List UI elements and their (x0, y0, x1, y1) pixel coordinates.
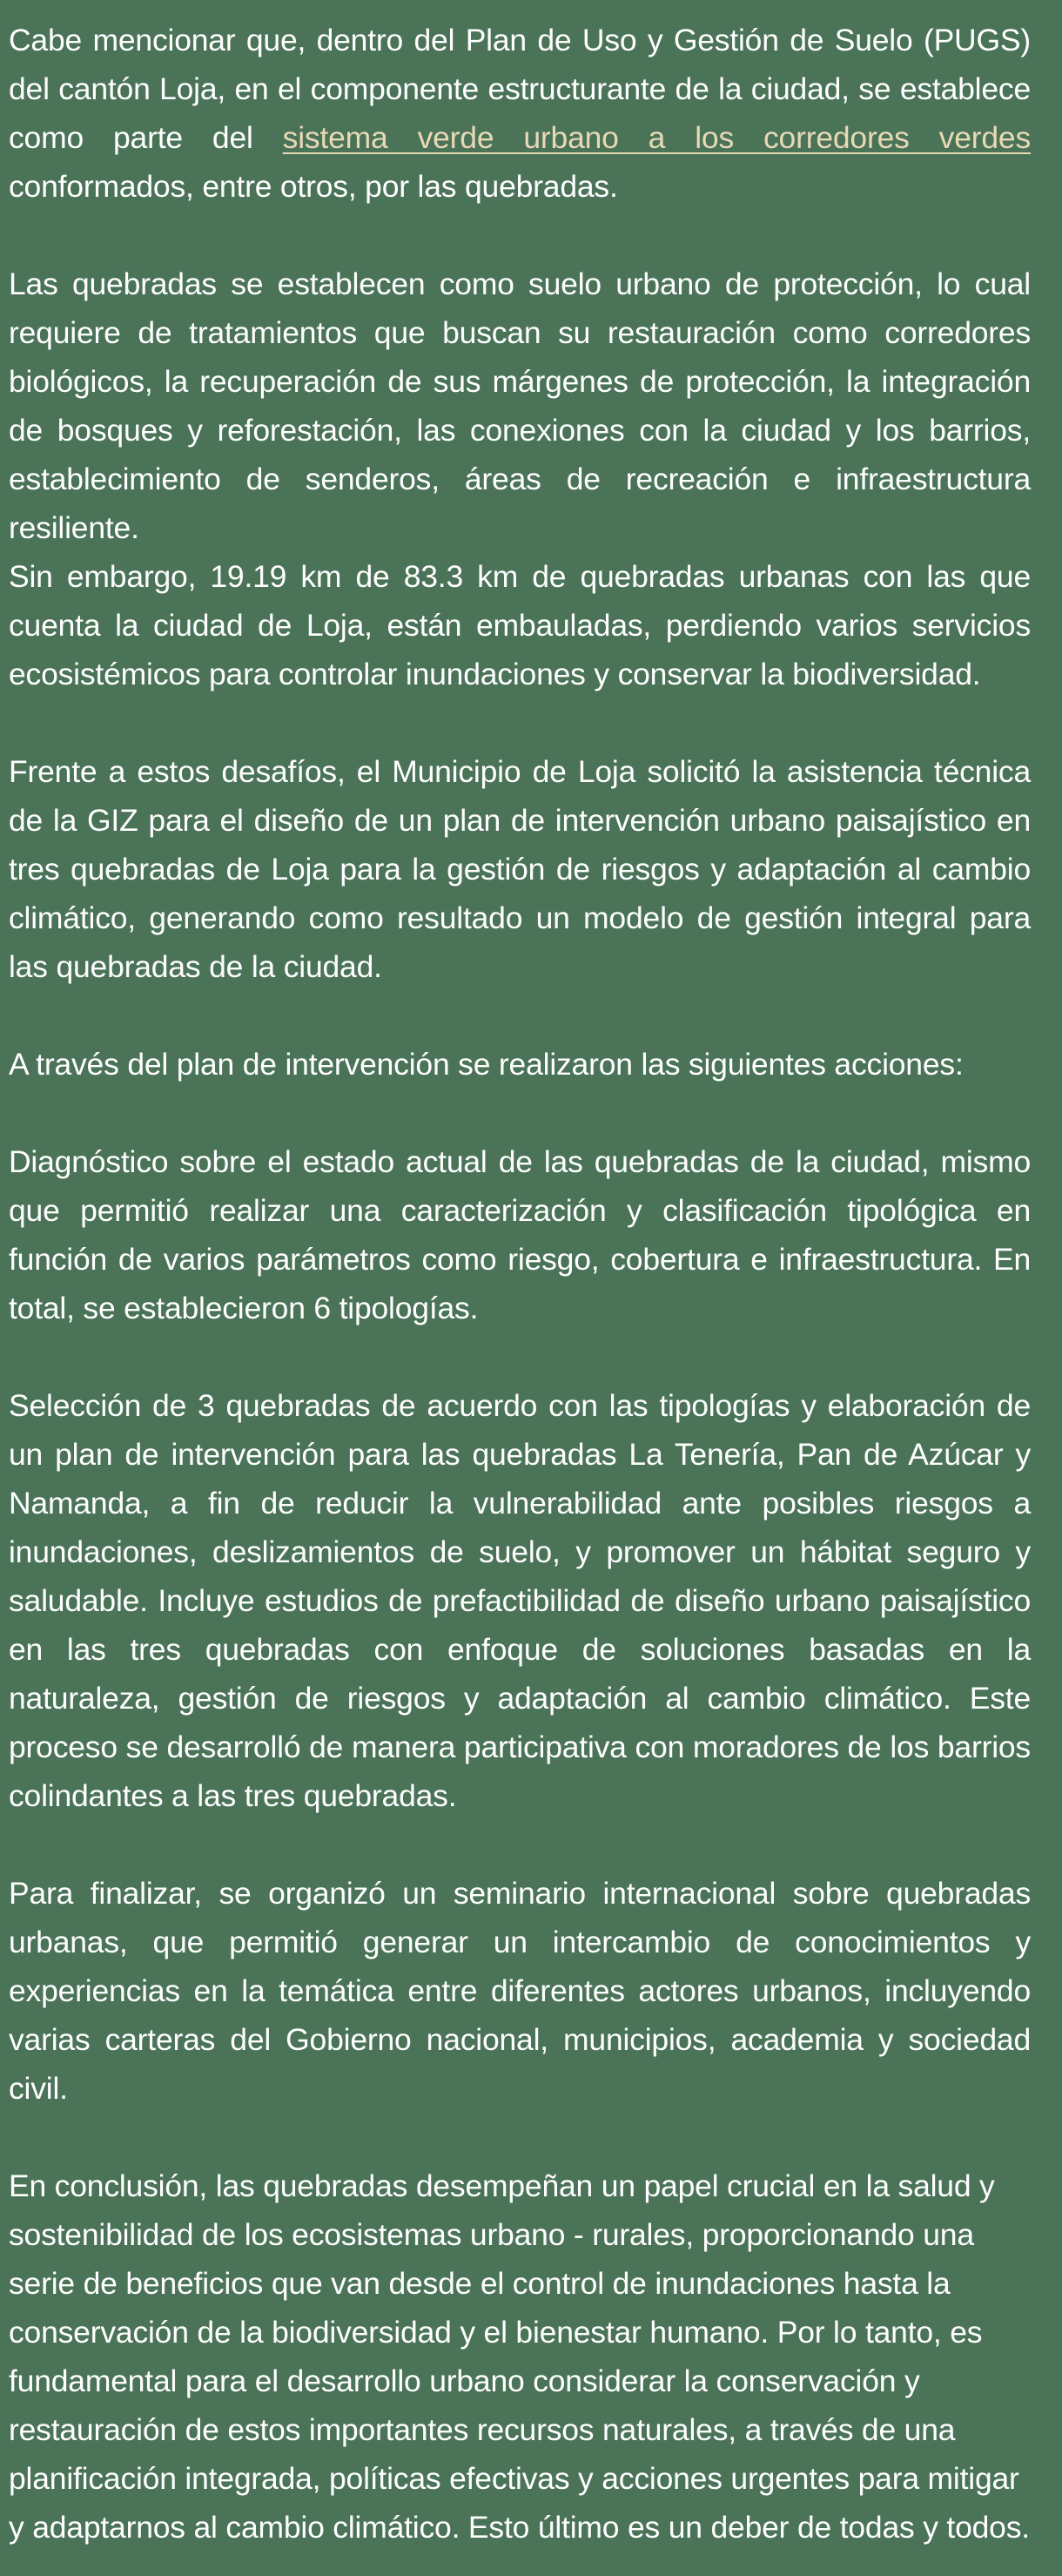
paragraph-diagnostico: Diagnóstico sobre el estado actual de las quebradas de la ciudad, mismo que permitió realizar una caracterización y clasificación tipológica en función de varios parámetros como riesgo, cobertura e infraestructura. En total, se establecieron 6 tipologías. (9, 1144, 1031, 1325)
paragraph-giz-asistencia: Frente a estos desafíos, el Municipio de Loja solicitó la asistencia técnica de la GIZ para el diseño de un plan de intervención urbano paisajístico en tres quebradas de Loja para la gestión de riesgos y adaptación al cambio climático, generando como resultado un modelo de gestión integral para las quebradas de la ciudad. (9, 754, 1031, 984)
paragraph-conclusion: En conclusión, las quebradas desempeñan un papel crucial en la salud y sostenibilidad de los ecosistemas urbano - rurales, proporcionando una serie de beneficios que van desde el control de inundaciones hasta la conservación de la biodiversidad y el bienestar humano. Por lo tanto, es fundamental para el desarrollo urbano considerar la conservación y restauración de estos importantes recursos naturales, a través de una planificación integrada, políticas efectivas y acciones urgentes para mitigar y adaptarnos al cambio climático. Esto último es un deber de todas y todos. (9, 2168, 1030, 2545)
paragraph-pugs-text-lead: Cabe mencionar que, dentro del Plan de Uso y Gestión de Suelo (PUGS) del cantón Loja, en el componente estructurante de la ciudad, se establece como parte del (9, 23, 1031, 155)
paragraph-acciones-intro: A través del plan de intervención se realizaron las siguientes acciones: (9, 1047, 964, 1082)
paragraph-pugs (9, 16, 1031, 211)
paragraph-pugs-text-tail: conformados, entre otros, por las quebradas. (9, 169, 618, 204)
article-body (9, 16, 1031, 2552)
paragraph-seleccion-quebradas: Selección de 3 quebradas de acuerdo con las tipologías y elaboración de un plan de intervención para las quebradas La Tenería, Pan de Azúcar y Namanda, a fin de reducir la vulnerabilidad ante posibles riesgos a inundaciones, deslizamientos de suelo, y promover un hábitat seguro y saludable. Incluye estudios de prefactibilidad de diseño urbano paisajístico en las tres quebradas con enfoque de soluciones basadas en la naturaleza, gestión de riesgos y adaptación al cambio climático. Este proceso se desarrolló de manera participativa con moradores de los barrios colindantes a las tres quebradas. (9, 1388, 1031, 1813)
paragraph-seminario: Para finalizar, se organizó un seminario internacional sobre quebradas urbanas, que permitió generar un intercambio de conocimientos y experiencias en la temática entre diferentes actores urbanos, incluyendo varias carteras del Gobierno nacional, municipios, academia y sociedad civil. (9, 1876, 1031, 2106)
paragraph-quebradas-proteccion: Las quebradas se establecen como suelo urbano de protección, lo cual requiere de tratamientos que buscan su restauración como corredores biológicos, la recuperación de sus márgenes de protección, la integración de bosques y reforestación, las conexiones con la ciudad y los barrios, establecimiento de senderos, áreas de recreación e infraestructura resiliente. (9, 266, 1031, 545)
sistema-verde-urbano-link[interactable]: sistema verde urbano a los corredores verdes (282, 120, 1032, 155)
paragraph-embauladas: Sin embargo, 19.19 km de 83.3 km de quebradas urbanas con las que cuenta la ciudad de Loja, están embauladas, perdiendo varios servicios ecosistémicos para controlar inundaciones y conservar la biodiversidad. (9, 559, 1031, 691)
